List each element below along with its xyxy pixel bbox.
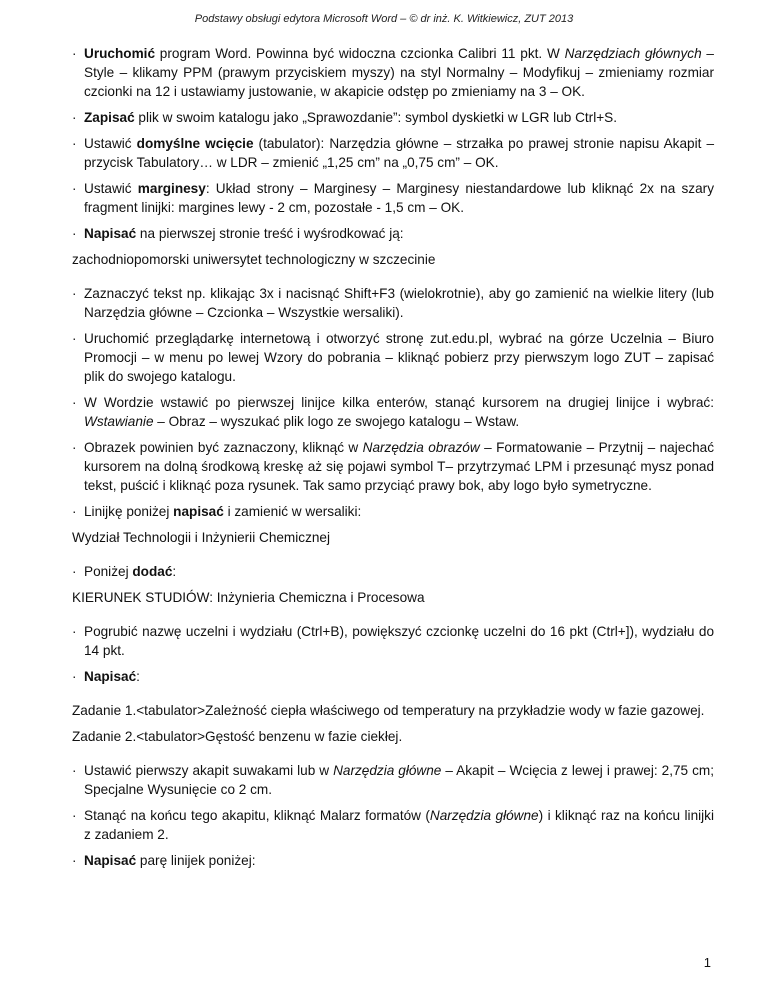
- instruction-4: · Ustawić marginesy: Układ strony – Marginesy – Marginesy niestandardowe lub kliknąć 2x na szary fragment linijki: margines lewy - 2 cm, pozostałe - 1,5 cm – OK.: [72, 181, 714, 215]
- instruction-9: · Obrazek powinien być zaznaczony, kliknąć w Narzędzia obrazów – Formatowanie – Przytnij – najechać kursorem na dolną środkową kreskę aż się pojawi symbol T– przytrzymać LPM i przesunąć mysz ponad tekst, puścić i kliknąć poza rysunek. Tak samo przyciąć prawy bok, aby logo było symetryczne.: [72, 440, 715, 493]
- instruction-15: · Stanąć na końcu tego akapitu, kliknąć Malarz formatów (Narzędzia główne) i kliknąć raz na końcu linijki z zadaniem 2.: [72, 808, 714, 842]
- bullet: ·: [72, 395, 77, 410]
- bullet: ·: [72, 46, 77, 61]
- instruction-5: · Napisać na pierwszej stronie treść i wyśrodkować ją:: [72, 226, 404, 241]
- bullet: ·: [72, 853, 77, 868]
- sample-task-2: Zadanie 2.<tabulator>Gęstość benzenu w fazie ciekłej.: [72, 729, 403, 744]
- instruction-14: · Ustawić pierwszy akapit suwakami lub w Narzędzia główne – Akapit – Wcięcia z lewej i prawej: 2,75 cm; Specjalne Wysunięcie co 2 cm.: [72, 763, 714, 797]
- instruction-16: · Napisać parę linijek poniżej:: [72, 853, 256, 868]
- instruction-11: · Poniżej dodać:: [72, 564, 177, 579]
- bullet: ·: [72, 669, 77, 684]
- instruction-2: · Zapisać plik w swoim katalogu jako „Sprawozdanie”: symbol dyskietki w LGR lub Ctrl+S.: [72, 110, 618, 125]
- instruction-10: · Linijkę poniżej napisać i zamienić w wersaliki:: [72, 504, 362, 519]
- instruction-3: · Ustawić domyślne wcięcie (tabulator): Narzędzia główne – strzałka po prawej stronie napisu Akapit – przycisk Tabulatory… w LDR – zmienić „1,25 cm” na „0,75 cm” – OK.: [72, 136, 714, 170]
- instruction-8: · W Wordzie wstawić po pierwszej linijce kilka enterów, stanąć kursorem na drugiej linijce i wybrać: Wstawianie – Obraz – wyszukać plik logo ze swojego katalogu – Wstaw.: [72, 395, 714, 429]
- bullet: ·: [72, 763, 77, 778]
- sample-text-faculty: Wydział Technologii i Inżynierii Chemicznej: [72, 530, 331, 545]
- bullet: ·: [72, 504, 77, 519]
- sample-text-field-of-study: KIERUNEK STUDIÓW: Inżynieria Chemiczna i Procesowa: [72, 590, 425, 605]
- page-header: Podstawy obsługi edytora Microsoft Word – © dr inż. K. Witkiewicz, ZUT 2013: [194, 13, 574, 25]
- bullet: ·: [72, 564, 77, 579]
- bullet: ·: [72, 181, 77, 196]
- bullet: ·: [72, 624, 77, 639]
- bullet: ·: [72, 808, 77, 823]
- sample-task-1: Zadanie 1.<tabulator>Zależność ciepła właściwego od temperatury na przykładzie wody w fazie gazowej.: [72, 703, 705, 718]
- bullet: ·: [72, 136, 77, 151]
- bullet: ·: [72, 286, 77, 301]
- instruction-1: · Uruchomić program Word. Powinna być widoczna czcionka Calibri 11 pkt. W Narzędziach głównych – Style – klikamy PPM (prawym przyciskiem myszy) na styl Normalny – Modyfikuj – zmieniamy rozmiar czcionki na 12 i ustawiamy justowanie, w akapicie odstęp po zmieniamy na 3 – OK.: [72, 46, 714, 99]
- bullet: ·: [72, 440, 77, 455]
- document-body: [72, 44, 714, 877]
- instruction-12: · Pogrubić nazwę uczelni i wydziału (Ctrl+B), powiększyć czcionkę uczelni do 16 pkt (Ctrl+]), wydziału do 14 pkt.: [72, 624, 714, 658]
- bullet: ·: [72, 331, 77, 346]
- page-number: 1: [703, 955, 711, 970]
- bullet: ·: [72, 226, 77, 241]
- bullet: ·: [72, 110, 77, 125]
- sample-text-university: zachodniopomorski uniwersytet technologiczny w szczecinie: [72, 252, 436, 267]
- instruction-13: · Napisać:: [72, 669, 140, 684]
- instruction-6: · Zaznaczyć tekst np. klikając 3x i nacisnąć Shift+F3 (wielokrotnie), aby go zamienić na wielkie litery (lub Narzędzia główne – Czcionka – Wszystkie wersaliki).: [72, 286, 714, 320]
- instruction-7: · Uruchomić przeglądarkę internetową i otworzyć stronę zut.edu.pl, wybrać na górze Uczelnia – Biuro Promocji – w menu po lewej Wzory do pobrania – kliknąć pobierz przy pierwszym logo ZUT – zapisać plik do swojego katalogu.: [72, 331, 714, 384]
